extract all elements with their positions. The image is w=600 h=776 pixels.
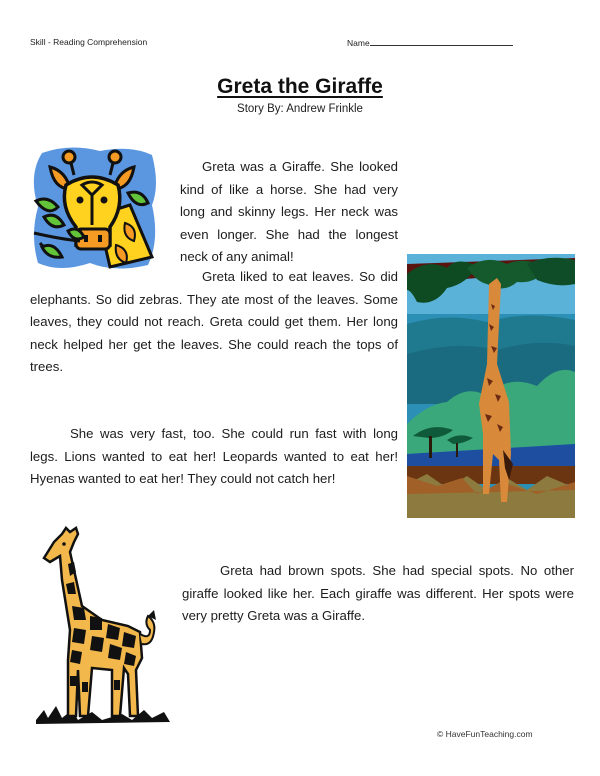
name-label: Name — [347, 38, 370, 48]
paragraph-1: Greta was a Giraffe. She looked kind of like a horse. She had very long and skinny legs. Her neck was even longer. She had the longest neck of any animal! — [180, 159, 398, 264]
skill-label: Skill - Reading Comprehension — [30, 37, 148, 47]
paragraph-3: She was very fast, too. She could run fast with long legs. Lions wanted to eat her! Leopards wanted to eat her! Hyenas wanted to eat her! They could not catch her! — [30, 426, 398, 486]
giraffe-tree-photo — [407, 254, 575, 518]
standing-giraffe-image — [32, 520, 172, 730]
story-byline: Story By: Andrew Frinkle — [237, 103, 363, 115]
savanna-giraffe-icon — [407, 254, 575, 518]
name-field[interactable] — [347, 37, 513, 48]
paragraph-2: Greta liked to eat leaves. So did elephants. So did zebras. They ate most of the leaves. Some leaves, they could not reach. Greta could get them. Her long neck helped her get the leaves. She could reach the tops of trees. — [30, 269, 398, 374]
copyright-footer: © HaveFunTeaching.com — [437, 729, 533, 739]
spotted-giraffe-icon — [32, 520, 172, 730]
name-blank-line[interactable] — [370, 37, 513, 46]
paragraph-4: Greta had brown spots. She had special spots. No other giraffe looked like her. Each giraffe was different. Her spots were very pretty Greta was a Giraffe. — [182, 563, 574, 623]
story-title: Greta the Giraffe — [217, 75, 383, 98]
